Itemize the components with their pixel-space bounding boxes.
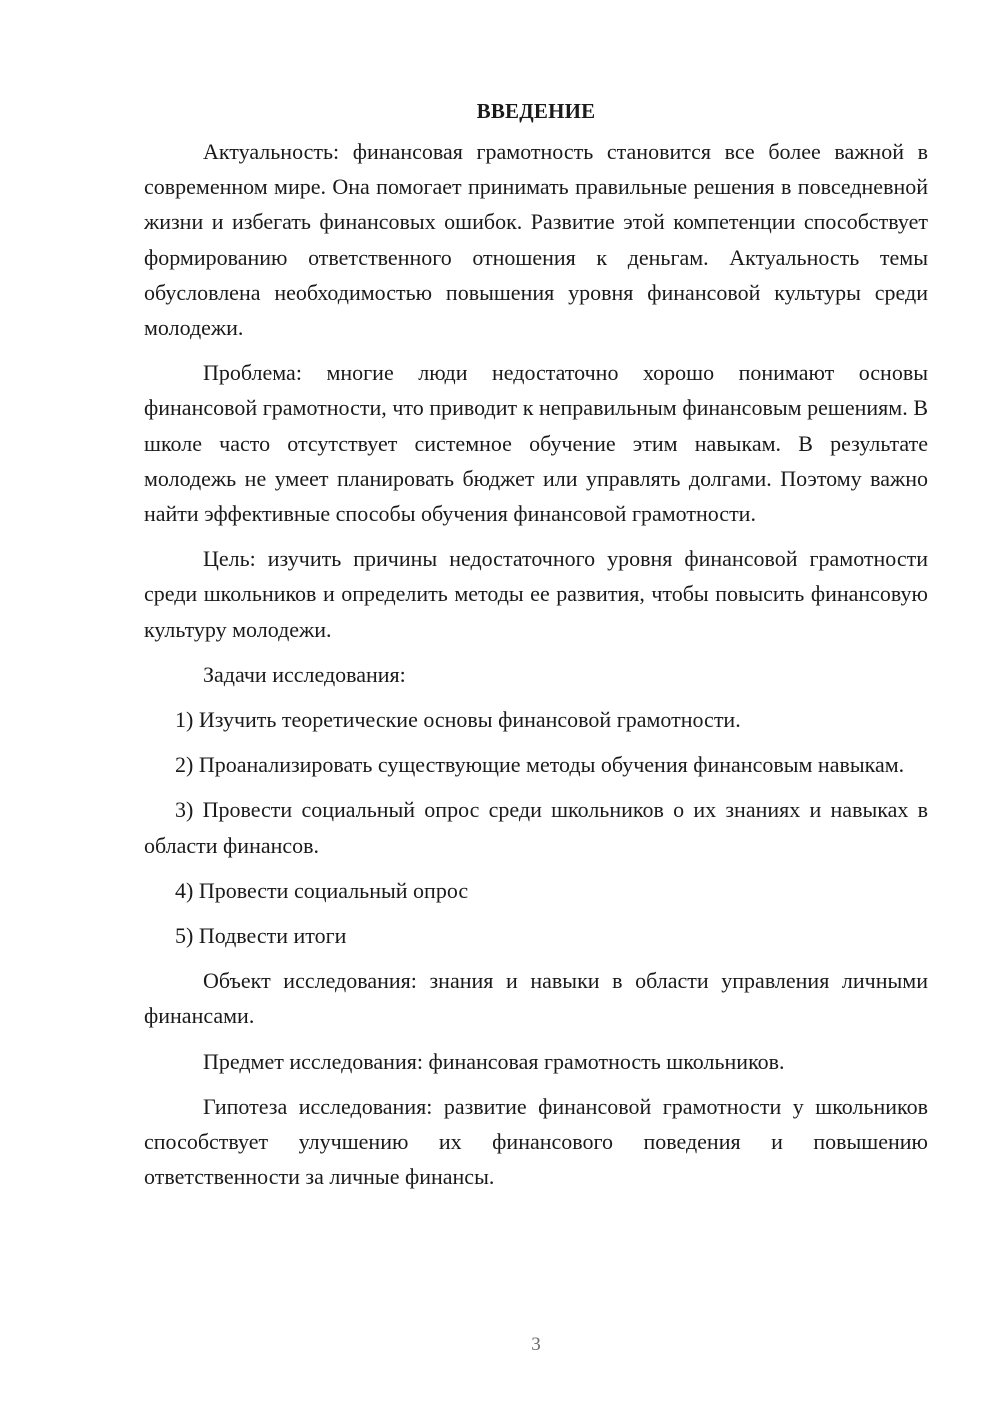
paragraph-hypothesis: Гипотеза исследования: развитие финансовой грамотности у школьников способствует улучшению их финансового поведения и повышению ответственности за личные финансы. (144, 1093, 928, 1190)
page-content (144, 95, 928, 1204)
page-title: ВВЕДЕНИЕ (476, 99, 596, 123)
task-item-1: 1) Изучить теоретические основы финансовой грамотности. (175, 707, 741, 733)
paragraph-problem: Проблема: многие люди недостаточно хорошо понимают основы финансовой грамотности, что приводит к неправильным финансовым решениям. В школе часто отсутствует системное обучение этим навыкам. В результате молодежь не умеет планировать бюджет или управлять долгами. Поэтому важно найти эффективные способы обучения финансовой грамотности. (144, 360, 928, 527)
paragraph-subject: Предмет исследования: финансовая грамотность школьников. (203, 1048, 785, 1074)
task-item-4: 4) Провести социальный опрос (175, 877, 469, 903)
task-item-5: 5) Подвести итоги (175, 923, 347, 949)
task-item-2: 2) Проанализировать существующие методы обучения финансовым навыкам. (175, 752, 905, 778)
paragraph-goal: Цель: изучить причины недостаточного уровня финансовой грамотности среди школьников и определить методы ее развития, чтобы повысить финансовую культуру молодежи. (144, 546, 928, 642)
page-number: 3 (531, 1334, 541, 1355)
task-item-3: 3) Провести социальный опрос среди школьников о их знаниях и навыках в области финансов. (144, 797, 928, 858)
tasks-heading: Задачи исследования: (203, 661, 406, 687)
paragraph-relevance: Актуальность: финансовая грамотность становится все более важной в современном мире. Она помогает принимать правильные решения в повседневной жизни и избегать финансовых ошибок. Развитие этой компетенции способствует формированию ответственного отношения к деньгам. Актуальность темы обусловлена необходимостью повышения уровня финансовой культуры среди молодежи. (144, 139, 928, 341)
paragraph-object: Объект исследования: знания и навыки в области управления личными финансами. (144, 968, 928, 1029)
